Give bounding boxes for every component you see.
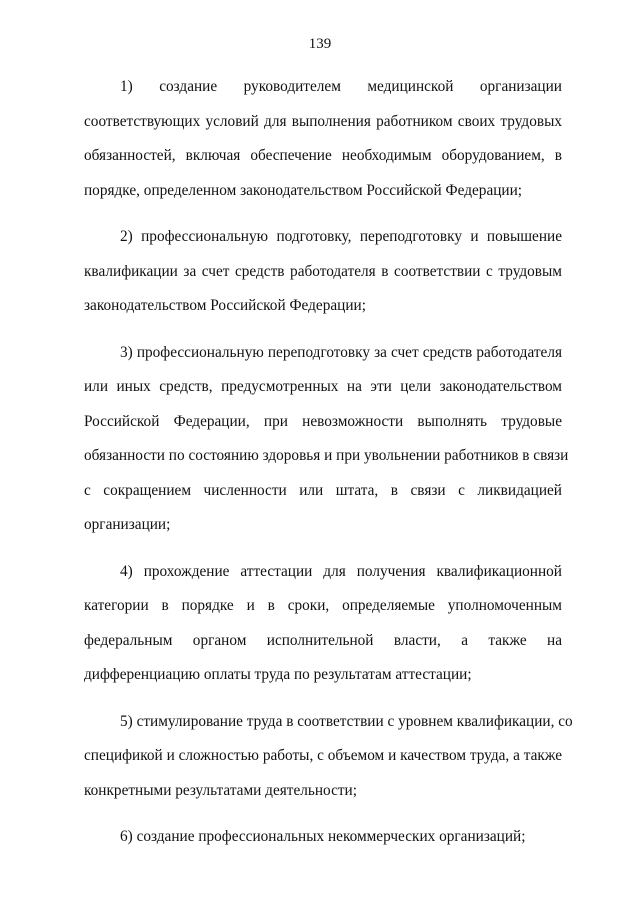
text-line: 4) прохождение аттестации для получения квалификационной [120,562,562,580]
page-number: 139 [308,36,332,52]
text-line: 6) создание профессиональных некоммерческих организаций; [120,828,526,845]
text-line: обязанности по состоянию здоровья и при увольнении работников в связи [84,447,569,464]
text-line: порядке, определенном законодательством Российской Федерации; [84,181,523,199]
text-line: организации; [84,516,171,533]
text-line: Российской Федерации, при невозможности выполнять трудовые [84,412,562,430]
paragraph-5 [84,705,573,809]
text-line: законодательством Российской Федерации; [84,297,366,314]
text-line: федеральным органом исполнительной власти, а также на [84,631,562,649]
text-line: с сокращением численности или штата, в связи с ликвидацией [84,481,562,499]
text-line: 2) профессиональную подготовку, переподготовку и повышение [120,228,562,245]
text-line: 1) создание руководителем медицинской организации [120,78,562,95]
text-line: квалификации за счет средств работодателя в соответствии с трудовым [84,262,562,280]
text-line: спецификой и сложностью работы, с объемом и качеством труда, а также [84,747,562,764]
text-line: дифференциацию оплаты труда по результатам аттестации; [84,666,472,683]
paragraph-1 [84,70,562,208]
text-line: 5) стимулирование труда в соответствии с уровнем квалификации, со [120,712,573,730]
text-line: обязанностей, включая обеспечение необходимым оборудованием, в [84,147,562,164]
paragraph-2 [84,220,562,324]
paragraph-6 [84,820,562,855]
text-line: соответствующих условий для выполнения работником своих трудовых [84,112,562,130]
text-line: конкретными результатами деятельности; [84,781,357,799]
text-line: категории в порядке и в сроки, определяемые уполномоченным [84,597,562,614]
paragraph-4 [84,555,562,693]
text-line: или иных средств, предусмотренных на эти цели законодательством [84,378,562,395]
body-text [84,70,573,867]
text-line: 3) профессиональную переподготовку за счет средств работодателя [120,343,562,361]
paragraph-3 [84,336,569,543]
